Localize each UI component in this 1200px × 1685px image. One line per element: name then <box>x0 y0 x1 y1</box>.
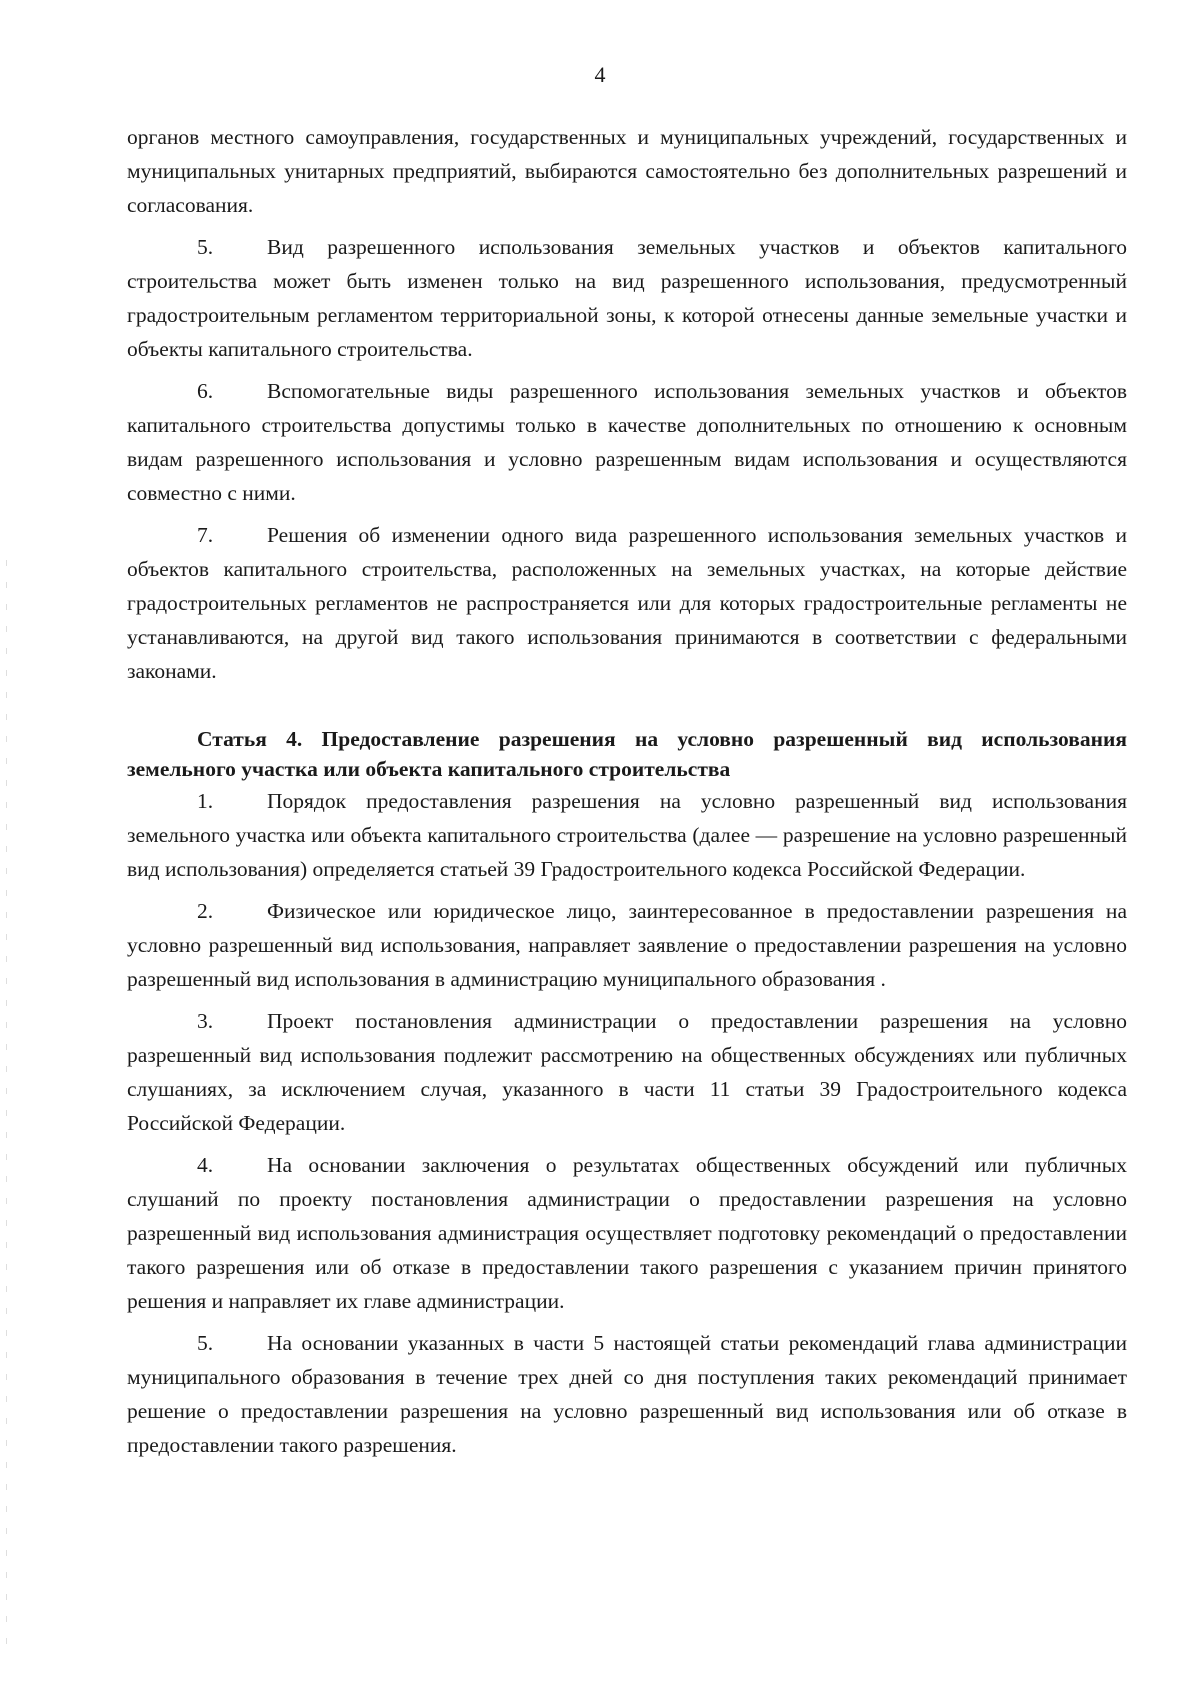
item-text: Вид разрешенного использования земельных участков и объектов капитального строительства может быть изменен только на вид разрешенного использования, предусмотренный градостроительным регламентом территориальной зоны, к которой отнесены данные земельные участки и объекты капитального строительства. <box>127 235 1127 361</box>
article3-item-5 <box>127 230 1127 366</box>
scan-edge-artifact <box>6 560 7 1660</box>
article4-title: Статья 4. Предоставление разрешения на условно разрешенный вид использования земельного участка или объекта капитального строительства <box>127 727 1127 781</box>
article4-item-3 <box>127 1004 1127 1140</box>
item-number: 1. <box>197 789 214 813</box>
paragraph-gap <box>127 1318 1127 1326</box>
article3-item-6 <box>127 374 1127 510</box>
item-text: Физическое или юридическое лицо, заинтересованное в предоставлении разрешения на условно разрешенный вид использования, направляет заявление о предоставлении разрешения на условно разрешенный вид использования в администрацию муниципального образования . <box>127 899 1127 991</box>
item-text: Решения об изменении одного вида разрешенного использования земельных участков и объектов капитального строительства, расположенных на земельных участках, на которые действие градостроительных регламентов не распространяется или для которых градостроительные регламенты не устанавливаются, на другой вид такого использования принимаются в соответствии с федеральными законами. <box>127 523 1127 683</box>
article4-item-2 <box>127 894 1127 996</box>
paragraph-gap <box>127 996 1127 1004</box>
paragraph-gap <box>127 1140 1127 1148</box>
item-text: Вспомогательные виды разрешенного использования земельных участков и объектов капитального строительства допустимы только в качестве дополнительных по отношению к основным видам разрешенного использования и условно разрешенным видам использования и осуществляются совместно с ними. <box>127 379 1127 505</box>
item-number: 7. <box>197 523 214 547</box>
paragraph-gap <box>127 510 1127 518</box>
paragraph-gap <box>127 366 1127 374</box>
item-number: 6. <box>197 379 214 403</box>
item-number: 4. <box>197 1153 214 1177</box>
article3-item-7 <box>127 518 1127 688</box>
article4-item-5 <box>127 1326 1127 1462</box>
item-text: Проект постановления администрации о предоставлении разрешения на условно разрешенный вид использования подлежит рассмотрению на общественных обсуждениях или публичных слушаниях, за исключением случая, указанного в части 11 статьи 39 Градостроительного кодекса Российской Федерации. <box>127 1009 1127 1135</box>
item-text: Порядок предоставления разрешения на условно разрешенный вид использования земельного участка или объекта капитального строительства (далее — разрешение на условно разрешенный вид использования) определяется статьей 39 Градостроительного кодекса Российской Федерации. <box>127 789 1127 881</box>
document-body <box>127 120 1127 1462</box>
item-number: 3. <box>197 1009 214 1033</box>
item-number: 5. <box>197 235 214 259</box>
item-text: На основании указанных в части 5 настоящей статьи рекомендаций глава администрации муниципального образования в течение трех дней со дня поступления таких рекомендаций принимает решение о предоставлении разрешения на условно разрешенный вид использования или об отказе в предоставлении такого разрешения. <box>127 1331 1127 1457</box>
item-number: 2. <box>197 899 214 923</box>
intro-paragraph: органов местного самоуправления, государственных и муниципальных учреждений, государственных и муниципальных унитарных предприятий, выбираются самостоятельно без дополнительных разрешений и согласования. <box>127 125 1127 217</box>
paragraph-gap <box>127 886 1127 894</box>
item-number: 5. <box>197 1331 214 1355</box>
page-number: 4 <box>594 62 606 87</box>
section-gap <box>127 688 1127 724</box>
item-text: На основании заключения о результатах общественных обсуждений или публичных слушаний по проекту постановления администрации о предоставлении разрешения на условно разрешенный вид использования администрация осуществляет подготовку рекомендаций о предоставлении такого разрешения или об отказе в предоставлении такого разрешения с указанием причин принятого решения и направляет их главе администрации. <box>127 1153 1127 1313</box>
article4-item-4 <box>127 1148 1127 1318</box>
paragraph-gap <box>127 222 1127 230</box>
article4-item-1 <box>127 784 1127 886</box>
